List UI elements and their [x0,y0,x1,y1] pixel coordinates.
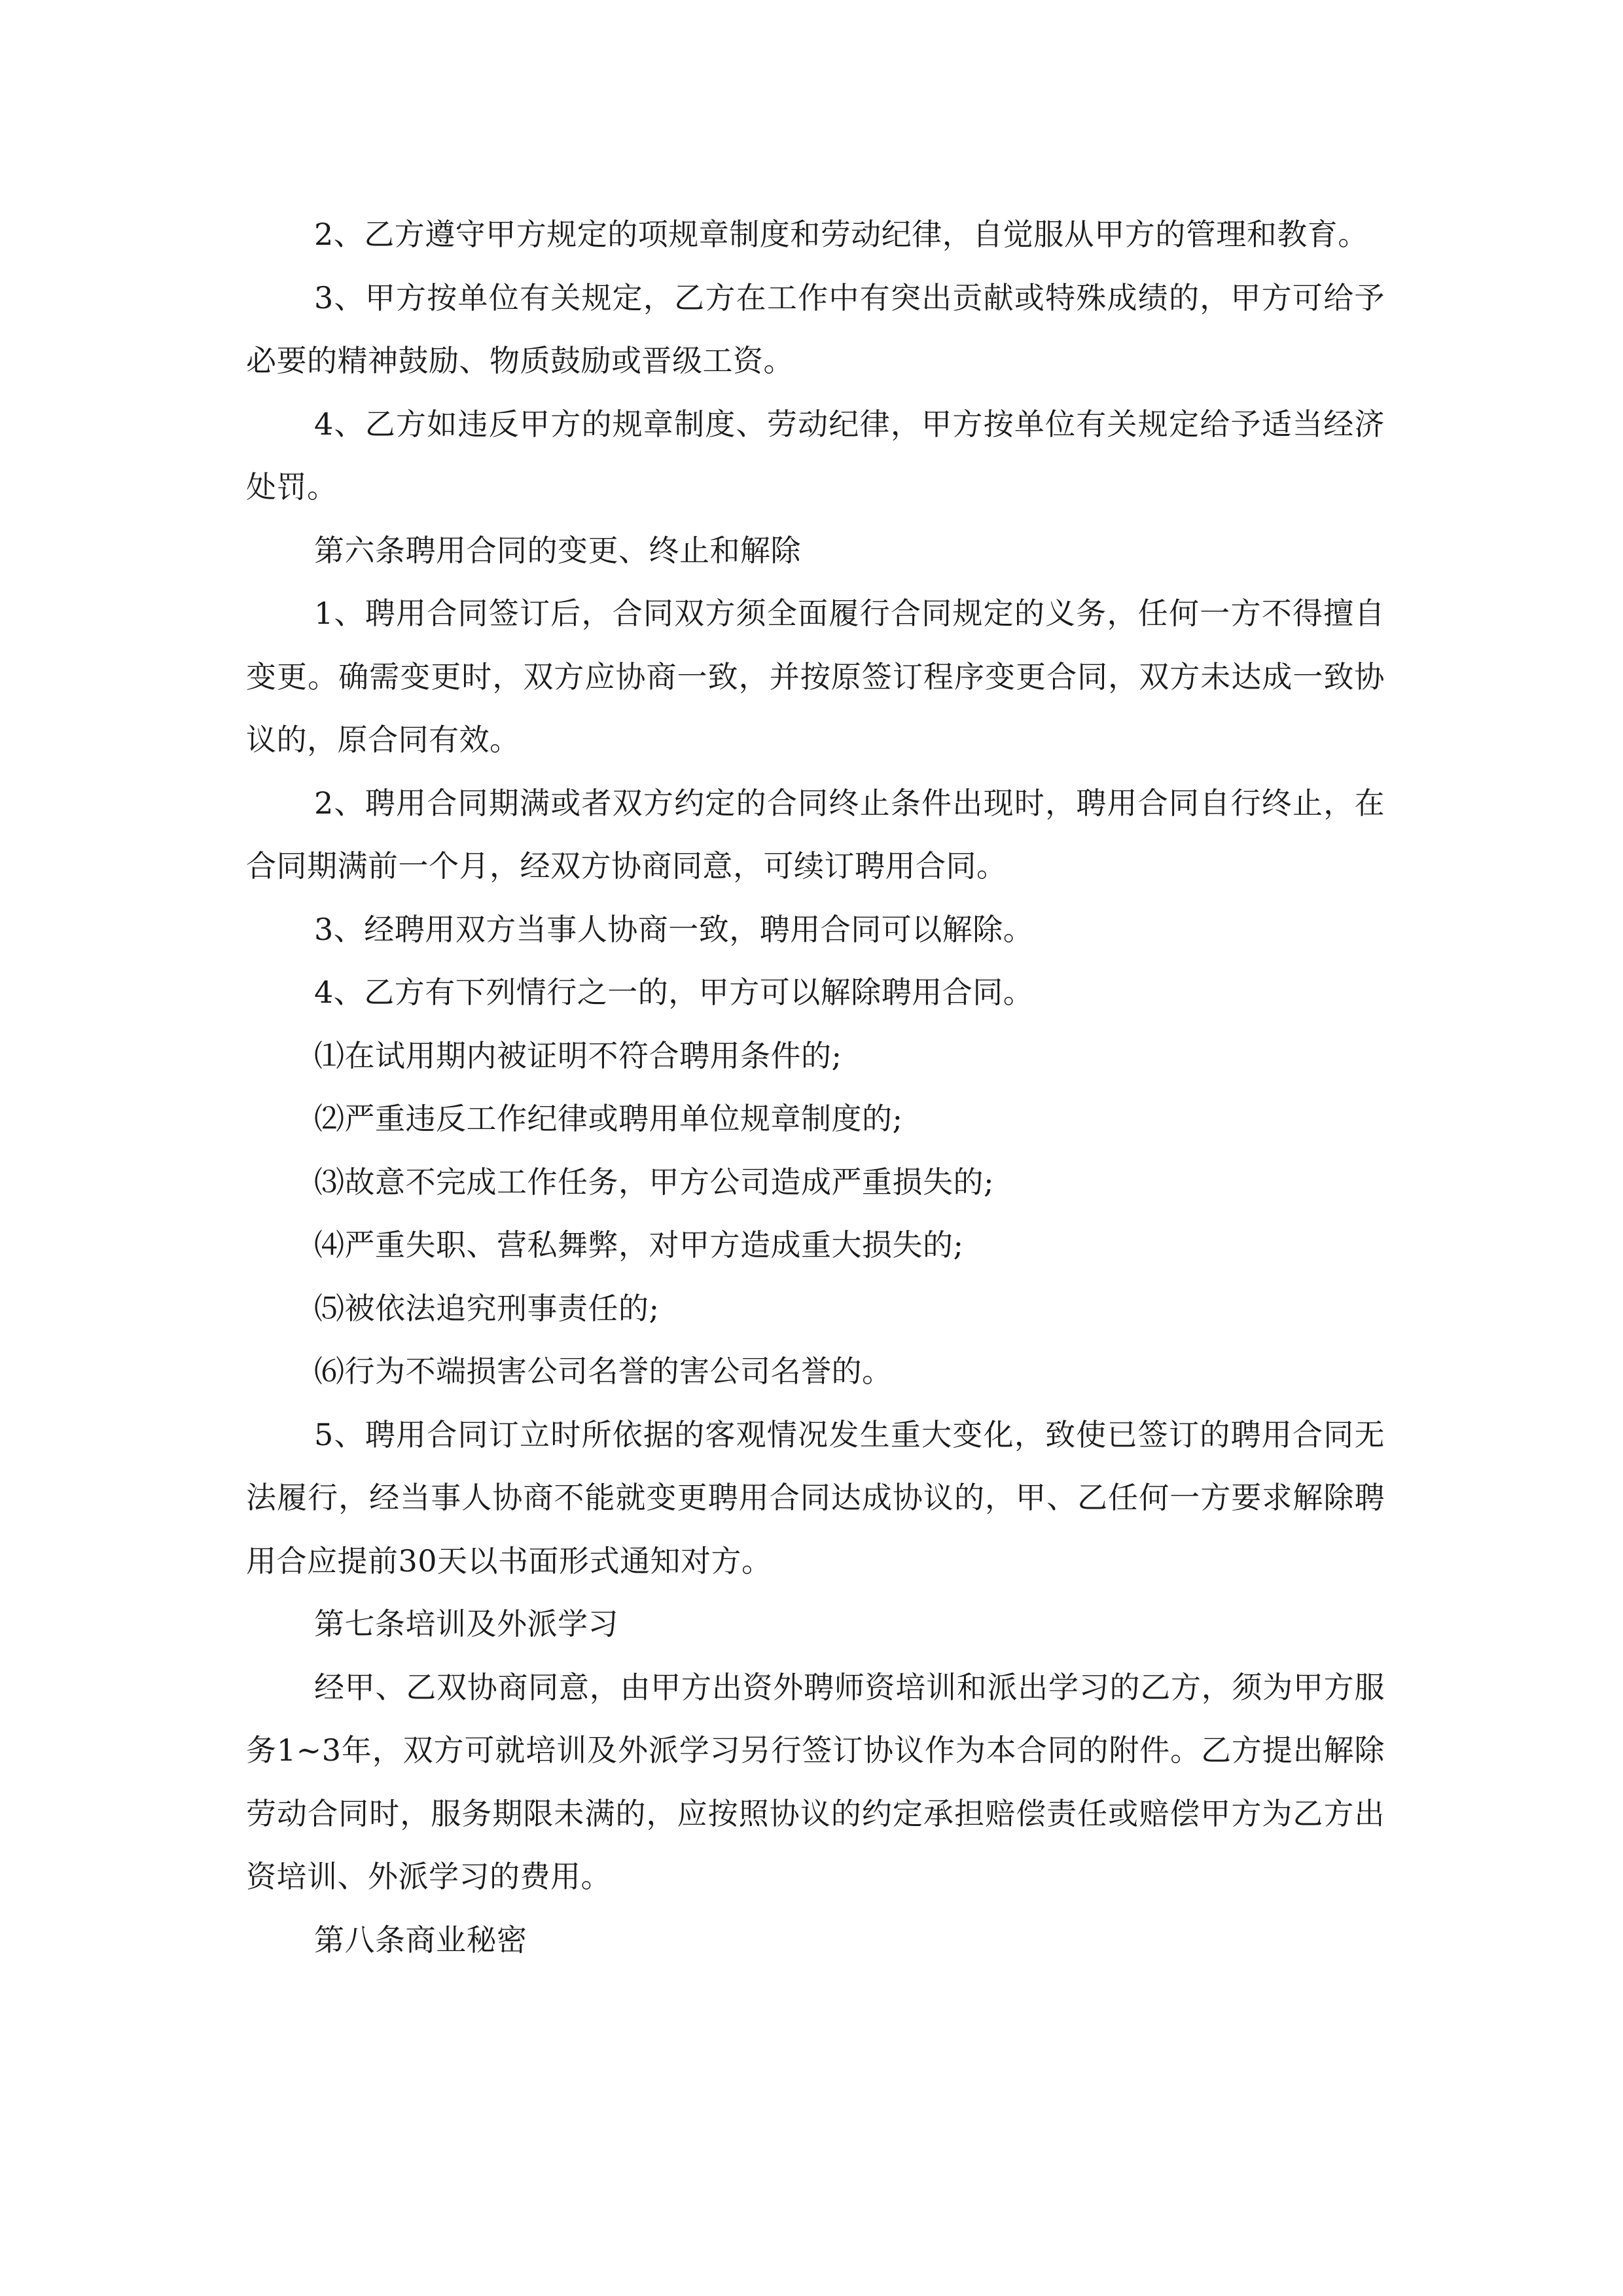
section-heading-article-8: 第八条商业秘密 [314,1922,527,1958]
paragraph-article-7-body: 经甲、乙双协商同意，由甲方出资外聘师资培训和派出学习的乙方，须为甲方服务1~3年，双方可就培训及外派学习另行签订协议作为本合同的附件。乙方提出解除劳动合同时，服务期限未满的，应按照协议的约定承担赔偿责任或赔偿甲方为乙方出资培训、外派学习的费用。 [246,1669,1385,1894]
paragraph-clause-6-2: 2、聘用合同期满或者双方约定的合同终止条件出现时，聘用合同自行终止，在合同期满前一个月，经双方协商同意，可续订聘用合同。 [246,785,1385,884]
list-item-6-4-2: ⑵严重违反工作纪律或聘用单位规章制度的; [314,1101,903,1136]
section-heading-article-6: 第六条聘用合同的变更、终止和解除 [314,532,801,568]
list-item-6-4-4: ⑷严重失职、营私舞弊，对甲方造成重大损失的; [314,1227,964,1263]
paragraph-clause-6-4: 4、乙方有下列情行之一的，甲方可以解除聘用合同。 [314,975,1034,1010]
paragraph-clause-6-5: 5、聘用合同订立时所依据的客观情况发生重大变化，致使已签订的聘用合同无法履行，经当事人协商不能就变更聘用合同达成协议的，甲、乙任何一方要求解除聘用合应提前30天以书面形式通知对方。 [246,1416,1385,1579]
section-heading-article-7: 第七条培训及外派学习 [314,1606,618,1641]
paragraph-clause-6-3: 3、经聘用双方当事人协商一致，聘用合同可以解除。 [314,911,1034,947]
paragraph-clause-5-2: 2、乙方遵守甲方规定的项规章制度和劳动纪律，自觉服从甲方的管理和教育。 [314,217,1368,252]
paragraph-clause-5-4: 4、乙方如违反甲方的规章制度、劳动纪律，甲方按单位有关规定给予适当经济处罚。 [246,406,1385,505]
list-item-6-4-5: ⑸被依法追究刑事责任的; [314,1290,660,1326]
paragraph-clause-5-3: 3、甲方按单位有关规定，乙方在工作中有突出贡献或特殊成绩的，甲方可给予必要的精神鼓励、物质鼓励或晋级工资。 [246,279,1385,378]
list-item-6-4-6: ⑹行为不端损害公司名誉的害公司名誉的。 [314,1354,893,1389]
list-item-6-4-3: ⑶故意不完成工作任务，甲方公司造成严重损失的; [314,1164,994,1200]
paragraph-clause-6-1: 1、聘用合同签订后，合同双方须全面履行合同规定的义务，任何一方不得擅自变更。确需变更时，双方应协商一致，并按原签订程序变更合同，双方未达成一致协议的，原合同有效。 [246,596,1385,757]
document-body [246,203,1385,1971]
list-item-6-4-1: ⑴在试用期内被证明不符合聘用条件的; [314,1037,842,1073]
